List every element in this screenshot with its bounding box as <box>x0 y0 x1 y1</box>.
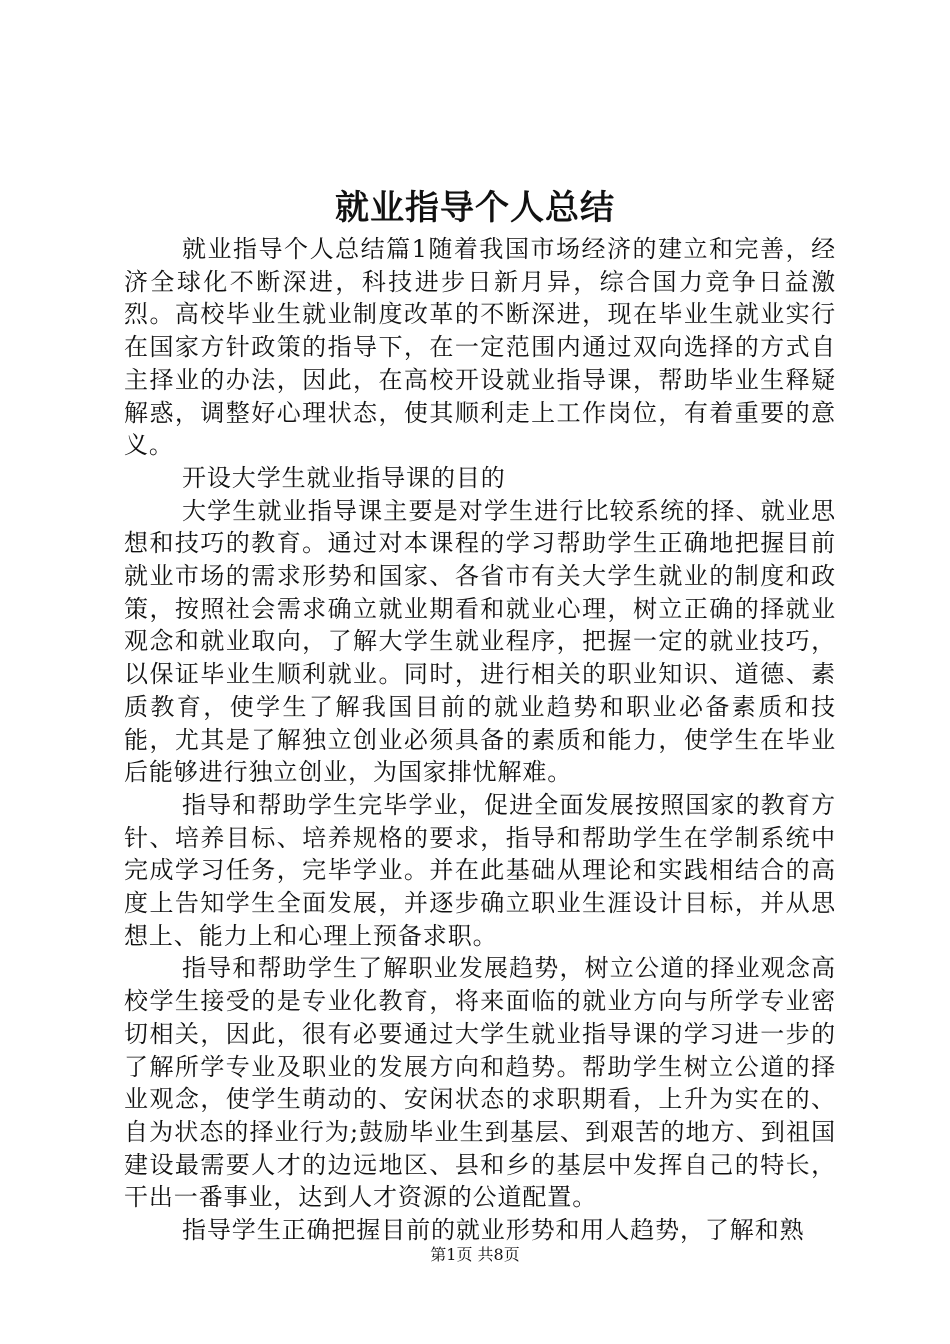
paragraph: 指导学生正确把握目前的就业形势和用人趋势，了解和熟 <box>182 1216 805 1245</box>
document-title: 就业指导个人总结 <box>335 188 615 228</box>
paragraph: 大学生就业指导课主要是对学生进行比较系统的择、就业思想和技巧的教育。通过对本课程的学习帮助学生正确地把握目前就业市场的需求形势和国家、各省市有关大学生就业的制度和政策，按照社会需求确立就业期看和就业心理，树立正确的择就业观念和就业取向，了解大学生就业程序，把握一定的就业技巧，以保证毕业生顺利就业。同时，进行相关的职业知识、道德、素质教育，使学生了解我国目前的就业趋势和职业必备素质和技能，尤其是了解独立创业必须具备的素质和能力，使学生在毕业后能够进行独立创业，为国家排忧解难。 <box>124 496 836 787</box>
section-heading: 开设大学生就业指导课的目的 <box>182 463 506 492</box>
document-body <box>124 233 836 1247</box>
page-number-footer: 第1页 共8页 <box>430 1245 520 1264</box>
paragraph: 就业指导个人总结篇1随着我国市场经济的建立和完善，经济全球化不断深进，科技进步日新月异，综合国力竞争日益激烈。高校毕业生就业制度改革的不断深进，现在毕业生就业实行在国家方针政策的指导下，在一定范围内通过双向选择的方式自主择业的办法，因此，在高校开设就业指导课，帮助毕业生释疑解惑，调整好心理状态，使其顺利走上工作岗位，有着重要的意义。 <box>124 235 836 460</box>
paragraph: 指导和帮助学生了解职业发展趋势，树立公道的择业观念高校学生接受的是专业化教育，将来面临的就业方向与所学专业密切相关，因此，很有必要通过大学生就业指导课的学习进一步的了解所学专业及职业的发展方向和趋势。帮助学生树立公道的择业观念，使学生萌动的、安闲状态的求职期看，上升为实在的、自为状态的择业行为;鼓励毕业生到基层、到艰苦的地方、到祖国建设最需要人才的边远地区、县和乡的基层中发挥自己的特长，干出一番事业，达到人才资源的公道配置。 <box>124 954 836 1212</box>
paragraph: 指导和帮助学生完毕学业，促进全面发展按照国家的教育方针、培养目标、培养规格的要求，指导和帮助学生在学制系统中完成学习任务，完毕学业。并在此基础从理论和实践相结合的高度上告知学生全面发展，并逐步确立职业生涯设计目标，并从思想上、能力上和心理上预备求职。 <box>124 790 836 950</box>
